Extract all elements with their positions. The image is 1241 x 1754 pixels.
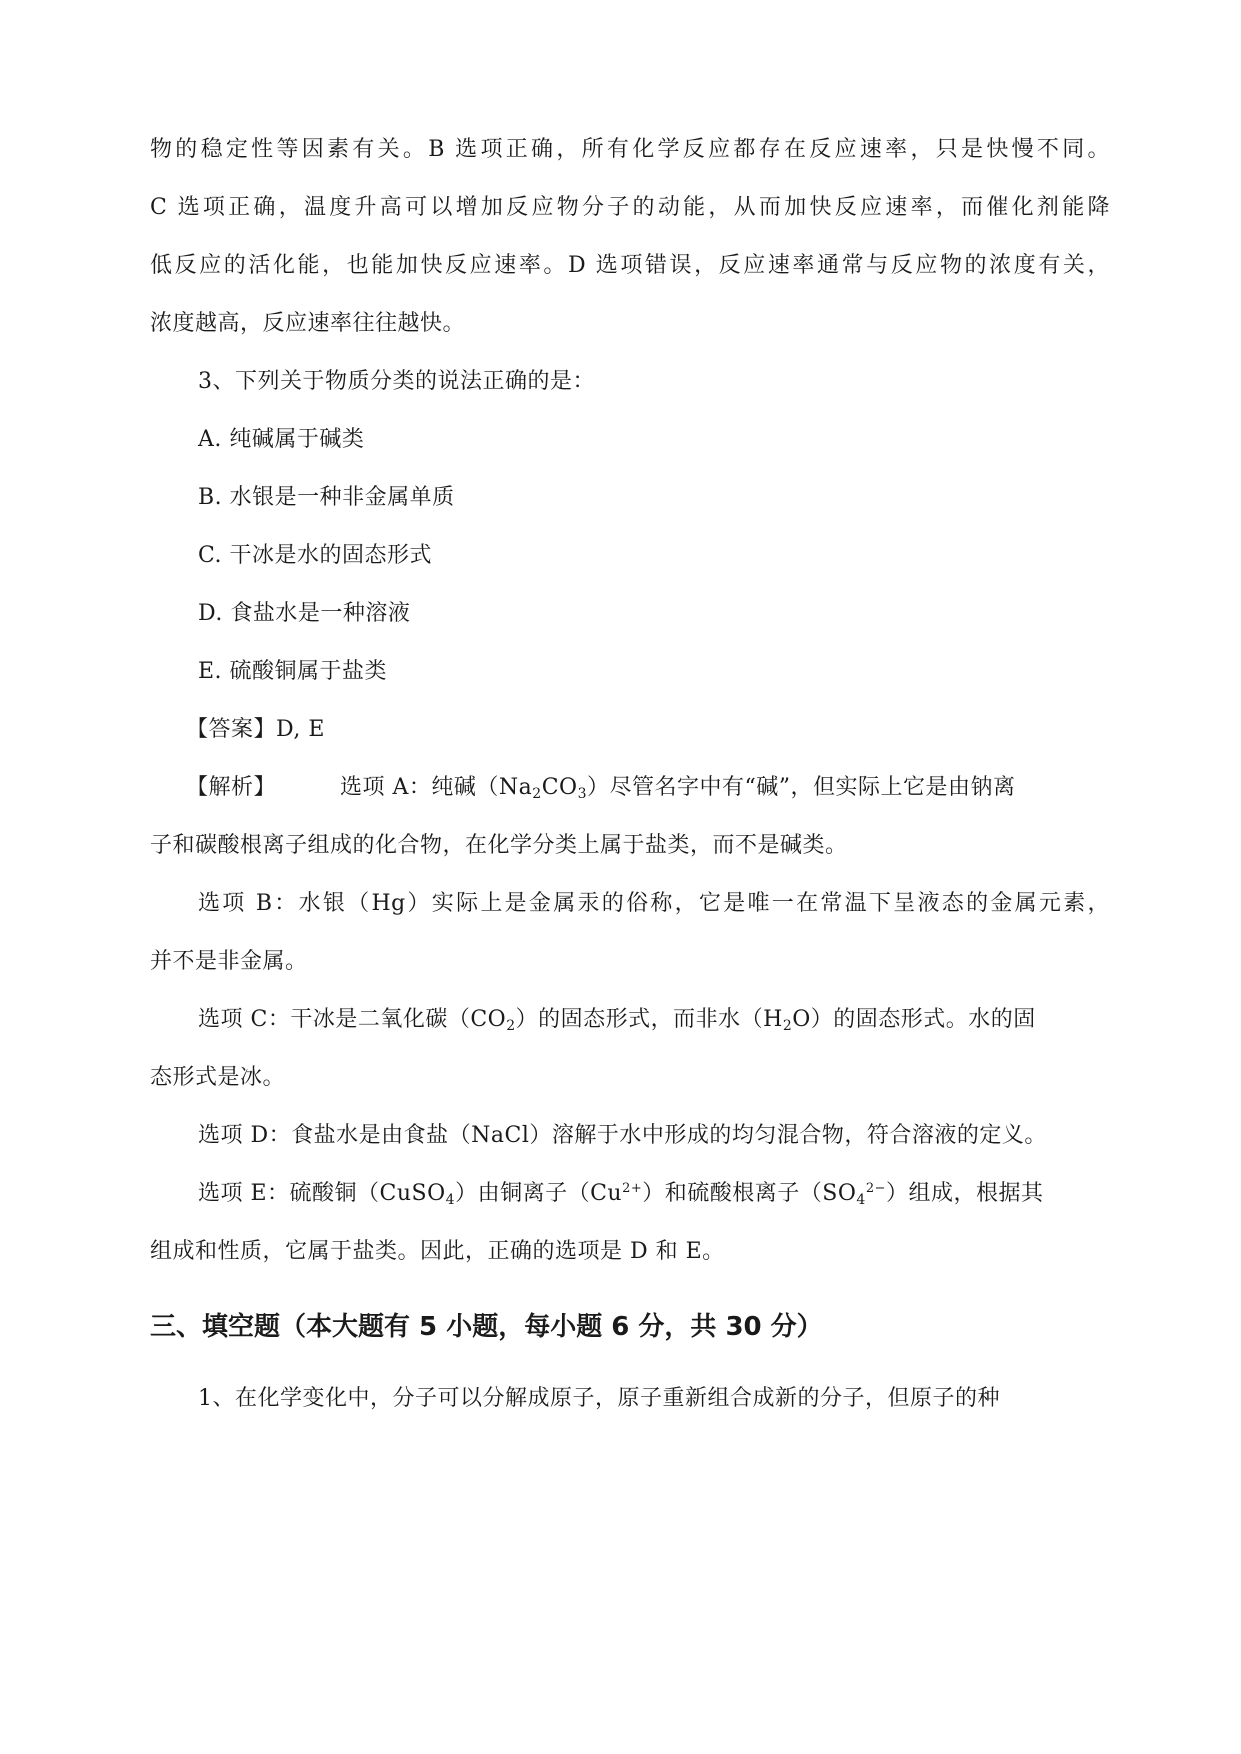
option-b: B. 水银是一种非金属单质 [198, 485, 455, 510]
analysis-b-line-1: 选项 B：水银（Hg）实际上是金属汞的俗称，它是唯一在常温下呈液态的金属元素， [198, 891, 1110, 916]
analysis-e-line-1: 选项 E：硫酸铜（CuSO$_4$）由铜离子$(Cu^{2+})$和硫酸根离子$(SO_4^{2-})$组成，根据其 [198, 1181, 1044, 1208]
analysis-a-line-2: 子和碳酸根离子组成的化合物，在化学分类上属于盐类，而不是碱类。 [150, 833, 848, 858]
option-d: D. 食盐水是一种溶液 [198, 601, 411, 626]
analysis-e-line-2: 组成和性质，它属于盐类。因此，正确的选项是 D 和 E。 [150, 1239, 725, 1264]
analysis-c-line-2: 态形式是冰。 [150, 1065, 286, 1090]
analysis-label: 【解析】 [186, 775, 277, 800]
option-a: A. 纯碱属于碱类 [198, 427, 365, 452]
option-c: C. 干冰是水的固态形式 [198, 543, 433, 568]
answer-value: D, E [276, 717, 325, 742]
explanation-line-4: 浓度越高，反应速率往往越快。 [150, 311, 466, 336]
answer-line [186, 715, 1146, 745]
fill-question-1-line-1: 1、在化学变化中，分子可以分解成原子，原子重新组合成新的分子，但原子的种 [198, 1386, 1000, 1411]
explanation-line-3: 低反应的活化能，也能加快反应速率。D 选项错误，反应速率通常与反应物的浓度有关， [150, 253, 1110, 278]
analysis-d-line: 选项 D：食盐水是由食盐（NaCl）溶解于水中形成的均匀混合物，符合溶液的定义。 [198, 1123, 1047, 1148]
analysis-c-line-1: 选项 C：干冰是二氧化碳$(CO_2)$的固态形式，而非水$(H_2O)$的固态形式。水的固 [198, 1007, 1036, 1034]
section-heading: 三、填空题（本大题有 5 小题，每小题 6 分，共 30 分） [150, 1312, 823, 1342]
analysis-b-line-2: 并不是非金属。 [150, 949, 308, 974]
question-3-stem: 3、下列关于物质分类的说法正确的是： [198, 369, 595, 394]
explanation-line-2: C 选项正确，温度升高可以增加反应物分子的动能，从而加快反应速率，而催化剂能降 [150, 195, 1110, 220]
explanation-line-1: 物的稳定性等因素有关。B 选项正确，所有化学反应都存在反应速率，只是快慢不同。 [150, 137, 1110, 162]
analysis-a-line-1: 【解析】 选项 A：纯碱$(Na_2CO_3)$尽管名字中有“碱”，但实际上它是由钠离 [186, 775, 1016, 802]
option-e: E. 硫酸铜属于盐类 [198, 659, 388, 684]
answer-label: 【答案】 [186, 717, 277, 742]
